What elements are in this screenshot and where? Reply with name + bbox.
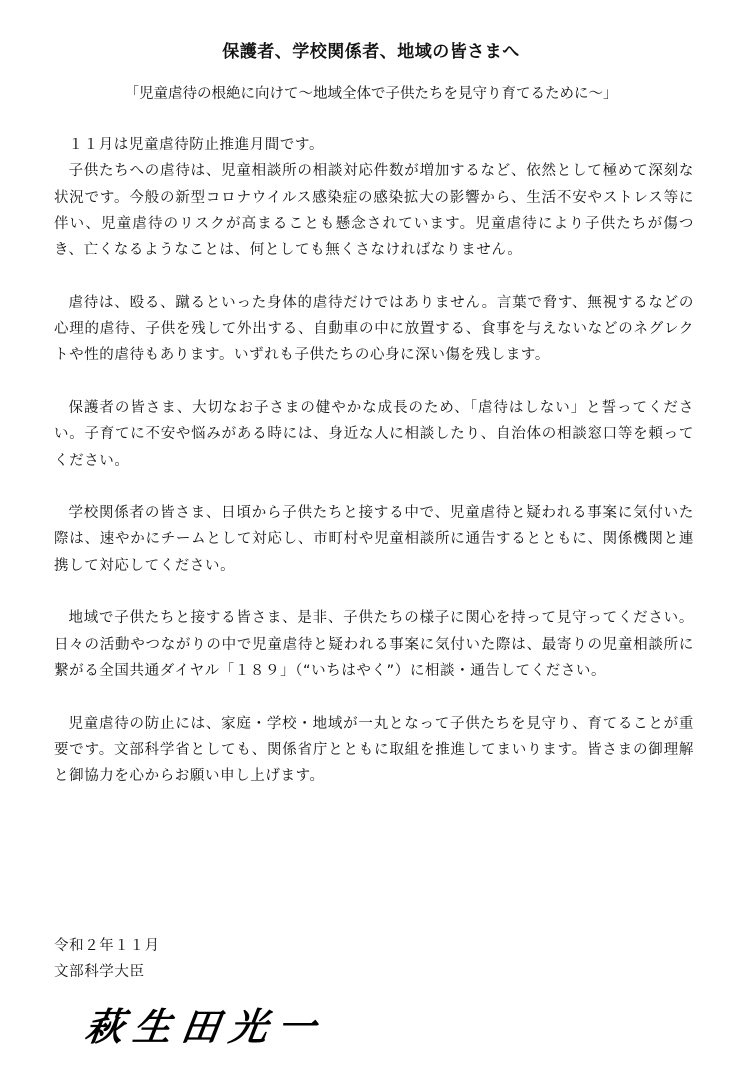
document-subtitle: 「児童虐待の根絶に向けて～地域全体で子供たちを見守り育てるために～」 (124, 86, 618, 102)
paragraph-conclusion: 児童虐待の防止には、家庭・学校・地域が一丸となって子供たちを見守り、育てることが重要です。文部科学省としても、関係省庁とともに取組を推進してまいります。皆さまの御理解と御協力を心からお願い申し上げます。 (54, 715, 694, 785)
closing-date: 令和２年１１月 (54, 938, 160, 954)
paragraph-community: 地域で子供たちと接する皆さま、是非、子供たちの様子に関心を持って見守ってください。日々の活動やつながりの中で児童虐待と疑われる事案に気付いた際は、最寄りの児童相談所に繋がる全国共通ダイヤル「１８９」（“いちはやく”）に相談・通告してください。 (54, 610, 694, 679)
closing-author-title: 文部科学大臣 (54, 964, 145, 980)
document-body (54, 132, 694, 816)
paragraph-abuse-types: 虐待は、殴る、蹴るといった身体的虐待だけではありません。言葉で脅す、無視するなどの心理的虐待、子供を残して外出する、自動車の中に放置する、食事を与えないなどのネグレクトや性的虐待もあります。いずれも子供たちの心身に深い傷を残します。 (54, 294, 694, 364)
paragraph-campaign-month: １１月は児童虐待防止推進月間です。 (68, 137, 325, 153)
closing-block (54, 933, 160, 985)
handwritten-signature: 萩生田光一 (82, 1004, 329, 1049)
paragraph-school-staff: 学校関係者の皆さま、日頃から子供たちと接する中で、児童虐待と疑われる事案に気付いた際は、速やかにチームとして対応し、市町村や児童相談所に通告するとともに、関係機関と連携して対応してください。 (54, 505, 694, 574)
paragraph-guardians: 保護者の皆さま、大切なお子さまの健やかな成長のため、「虐待はしない」と誓ってください。子育てに不安や悩みがある時には、身近な人に相談したり、自治体の相談窓口等を頼ってください。 (54, 399, 694, 469)
paragraph-situation: 子供たちへの虐待は、児童相談所の相談対応件数が増加するなど、依然として極めて深刻な状況です。今般の新型コロナウイルス感染症の感染拡大の影響から、生活不安やストレス等に伴い、児童虐待のリスクが高まることも懸念されています。児童虐待により子供たちが傷つき、亡くなるようなことは、何としても無くさなければなりません。 (54, 163, 694, 259)
document-title: 保護者、学校関係者、地域の皆さまへ (222, 42, 520, 62)
